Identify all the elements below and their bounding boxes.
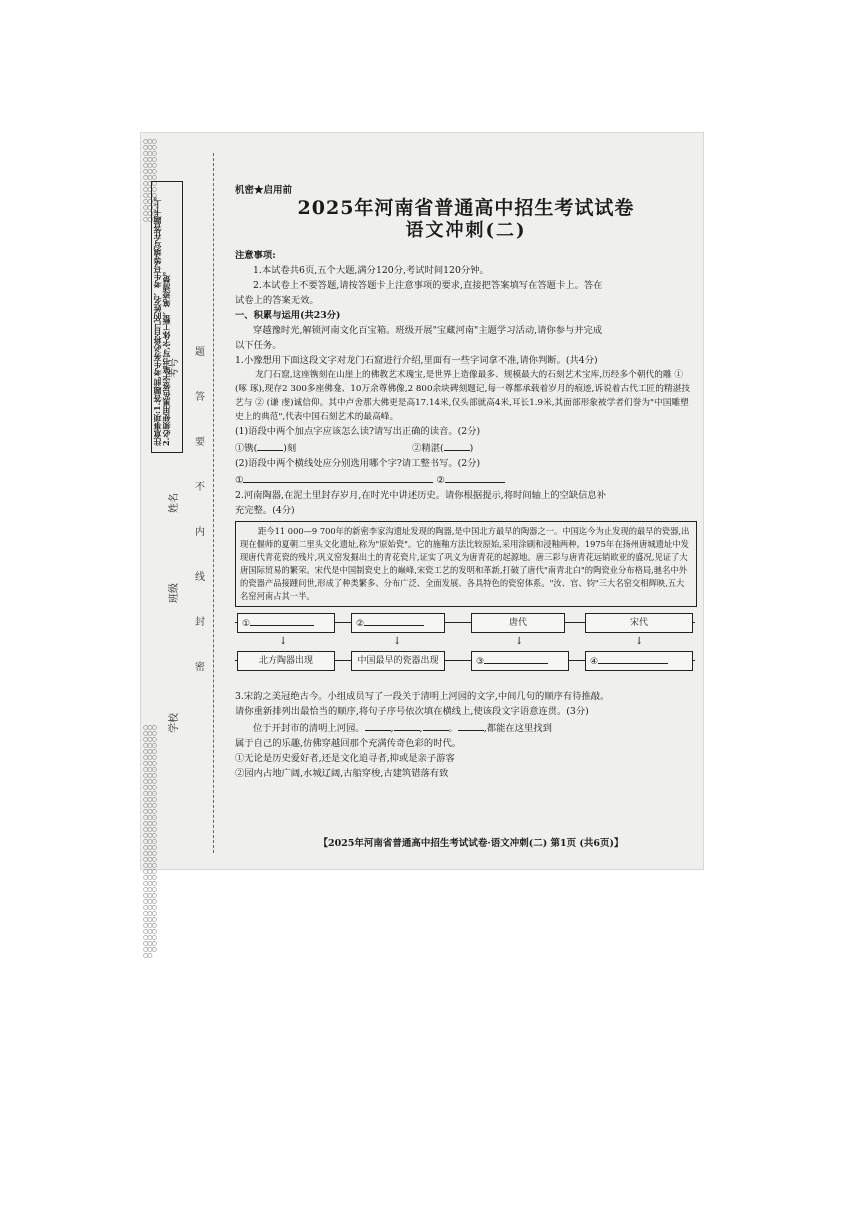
q1-sub1: (1)语段中两个加点字应该怎么读?请写出正确的读音。(2分) [235, 426, 481, 437]
q3-passage-a: 位于开封市的清明上河园。 [253, 723, 365, 734]
binding-margin [141, 133, 215, 959]
q3-blank-4[interactable] [458, 719, 484, 731]
q1-sub1-b-end: ) [469, 443, 474, 454]
notes-item-1: 1.本试卷共6页,五个大题,满分120分,考试时间120分钟。 [253, 265, 489, 276]
q1-sub1-b: ②精湛( [412, 443, 444, 454]
perforation-marks-bottom: ○○○○○○○○○○○○○○○○○○○○○○○○○○○○○○○○○○○○○○○○○○○○○○○○○○○○○○○○○○○○○○○○○○○○○○○○○○○○○○○○○○○○○○○○○○○○○○○○○○○○○○○○○○○○○○○○○○○○ [143, 724, 156, 959]
exam-title: 2025年河南省普通高中招生考试试卷 [297, 197, 635, 219]
exam-number-label: 考号 [169, 358, 180, 378]
timeline-bottom-2: 中国最早的瓷器出现 [351, 651, 445, 671]
seal-word-7: 封 [195, 617, 205, 628]
page-footer: 【2025年河南省普通高中招生考试试卷·语文冲刺(二) 第1页 (共6页)】 [318, 838, 624, 849]
timeline-top-1-label: ① [242, 619, 251, 629]
q3-blank-3[interactable] [423, 719, 449, 731]
timeline-arrow-1: ↓ [279, 636, 288, 647]
timeline-arrow-2: ↓ [393, 636, 402, 647]
timeline-arrow-3: ↓ [515, 636, 524, 647]
q1-passage: 龙门石窟,这座镌刻在山崖上的佛教艺术瑰宝,是世界上造像最多、规模最大的石刻艺术宝库,历经多个朝代的雕 ① (啄 琢),现存2 300多座佛龛、10万余尊佛像,2 800余块碑刻题记,每一尊都承载着岁月的痕迹,诉说着古代工匠的精湛技艺与 ② (谦 虔)诚信仰。其中卢舍那大佛更是高17.14米,仅头部就高4米,耳长1.9米,其面部形象被学者们誉为"中国雕塑史上的典范",代表中国石刻艺术的最高峰。 [235, 370, 690, 422]
seal-word-3: 要 [195, 437, 205, 448]
q3-stem-b: 请你重新排列出最恰当的顺序,将句子序号依次填在横线上,使该段文字语意连贯。(3分) [235, 706, 589, 717]
timeline-top-2-blank[interactable] [364, 614, 424, 626]
q3-blank-2[interactable] [394, 719, 420, 731]
seal-word-2: 答 [195, 392, 205, 403]
exam-paper [140, 132, 704, 959]
q1-sub1-answers [235, 439, 697, 456]
section1-intro-b: 以下任务。 [235, 340, 282, 351]
q2-material-box: 距今11 000—9 700年的新密李家沟遗址发现的陶器,是中国北方最早的陶器之一。中国迄今为止发现的最早的瓷器,出现在偃师的夏朝二里头文化遗址,称为"原始瓷"。它的施釉方法比较原始,采用涂刷和浸釉两种。1975年在扬州唐城遗址中发现唐代青花瓷的残片,巩义窑发掘出土的青花瓷片,证实了巩义为唐青花的起源地。唐三彩与唐青花远销欧亚的盛况,见证了大唐国际贸易的繁荣。宋代是中国制瓷史上的巅峰,宋瓷工艺的发明和革新,打破了唐代"南青北白"的陶瓷业分布格局,驰名中外的瓷器产品接踵问世,形成了种类繁多、分布广泛、全面发展、各具特色的瓷窑体系。"汝、官、钧"三大名窑交相辉映,五大名窑河南占其一半。 [235, 521, 697, 607]
exam-subtitle: 语文冲刺(二) [405, 220, 527, 241]
seal-word-5: 内 [195, 527, 205, 538]
timeline-bottom-3-label: ③ [476, 657, 485, 667]
timeline-bottom-3 [471, 651, 569, 671]
timeline-arrow-4: ↓ [635, 636, 644, 647]
q3-option-1: ①无论是历史爱好者,还是文化追寻者,抑或是亲子游客 [235, 753, 455, 764]
seal-line [213, 153, 214, 853]
q3-blank-1[interactable] [365, 719, 391, 731]
seal-word-8: 密 [195, 662, 205, 673]
q1-sub2: (2)语段中两个横线处应分别选用哪个字?请工整书写。(2分) [235, 458, 481, 469]
timeline-top-1 [237, 613, 335, 633]
timeline-bottom-1: 北方陶器出现 [237, 651, 335, 671]
q1-sub1-a-blank[interactable] [257, 439, 283, 451]
class-label: 班级 [169, 583, 180, 603]
perforation-marks-top: ○○○○○○○○○○○○○○○○○○○○○○○○○○○○○○○○○○○○○○○○○○ [143, 138, 156, 223]
q1-sub2-answers [235, 471, 697, 488]
seal-word-4: 不 [195, 482, 205, 493]
notes-item-2b: 试卷上的答案无效。 [235, 295, 319, 306]
seal-word-1: 题 [195, 347, 205, 358]
secret-label: 机密★启用前 [235, 185, 293, 196]
q2-stem-b: 充完整。(4分) [235, 505, 295, 516]
section1-intro-a: 穿越豫时光,解锁河南文化百宝箱。班级开展"宝藏河南"主题学习活动,请你参与并完成 [253, 325, 603, 336]
q1-sub1-a-end: )刻 [283, 443, 297, 454]
q2-stem-a: 2.河南陶器,在泥土里封存岁月,在时光中讲述历史。请你根据提示,将时间轴上的空缺信息补 [235, 490, 607, 501]
notes-heading: 注意事项: [235, 250, 276, 261]
timeline-top-2 [351, 613, 445, 633]
q1-sub2-b-blank[interactable] [445, 471, 505, 483]
q3-passage-line1: 位于开封市的清明上河园。 , , 。 ,都能在这里找到 [235, 719, 697, 736]
timeline-top-3: 唐代 [471, 613, 565, 633]
exam-content [235, 183, 697, 781]
school-label: 学校 [169, 713, 180, 733]
q1-sub2-a-blank[interactable] [243, 471, 433, 483]
q1-sub1-b-blank[interactable] [444, 439, 470, 451]
section1-heading: 一、积累与运用(共23分) [235, 310, 341, 321]
timeline-top-4: 宋代 [585, 613, 693, 633]
notice-box [151, 181, 183, 453]
timeline-bottom-4-label: ④ [590, 657, 599, 667]
q1-stem: 1.小豫想用下面这段文字对龙门石窟进行介绍,里面有一些字词拿不准,请你判断。(共4分) [235, 355, 598, 366]
q3-passage-b: ,都能在这里找到 [483, 723, 552, 734]
q1-sub2-b: ② [436, 475, 445, 486]
timeline-top-2-label: ② [356, 619, 365, 629]
q1-sub2-a: ① [235, 475, 244, 486]
q1-sub1-a: ①镌( [235, 443, 258, 454]
timeline-bottom-4 [585, 651, 693, 671]
q2-timeline [235, 613, 697, 683]
timeline-bottom-3-blank[interactable] [484, 652, 548, 664]
name-label: 姓名 [169, 493, 180, 513]
q3-stem-a: 3.宋韵之美冠绝古今。小组成员写了一段关于清明上河园的文字,中间几句的顺序有待推敲。 [235, 691, 610, 702]
seal-word-6: 线 [195, 572, 205, 583]
q3-passage-c: 属于自己的乐趣,仿佛穿越回那个充满传奇色彩的时代。 [235, 738, 462, 749]
q3-option-2: ②园内占地广阔,水城辽阔,古船穿梭,古建筑错落有致 [235, 768, 449, 779]
notes-item-2a: 2.本试卷上不要答题,请按答题卡上注意事项的要求,直接把答案填写在答题卡上。答在 [253, 280, 603, 291]
timeline-top-1-blank[interactable] [250, 614, 314, 626]
notice-text: 注意事项:1.答题前,考生务必将自己的姓名、考生号等填写在答题卡上。2.必须使用黑色签字笔书写,字体工整、笔迹清楚。 [152, 191, 171, 446]
timeline-bottom-4-blank[interactable] [598, 652, 668, 664]
